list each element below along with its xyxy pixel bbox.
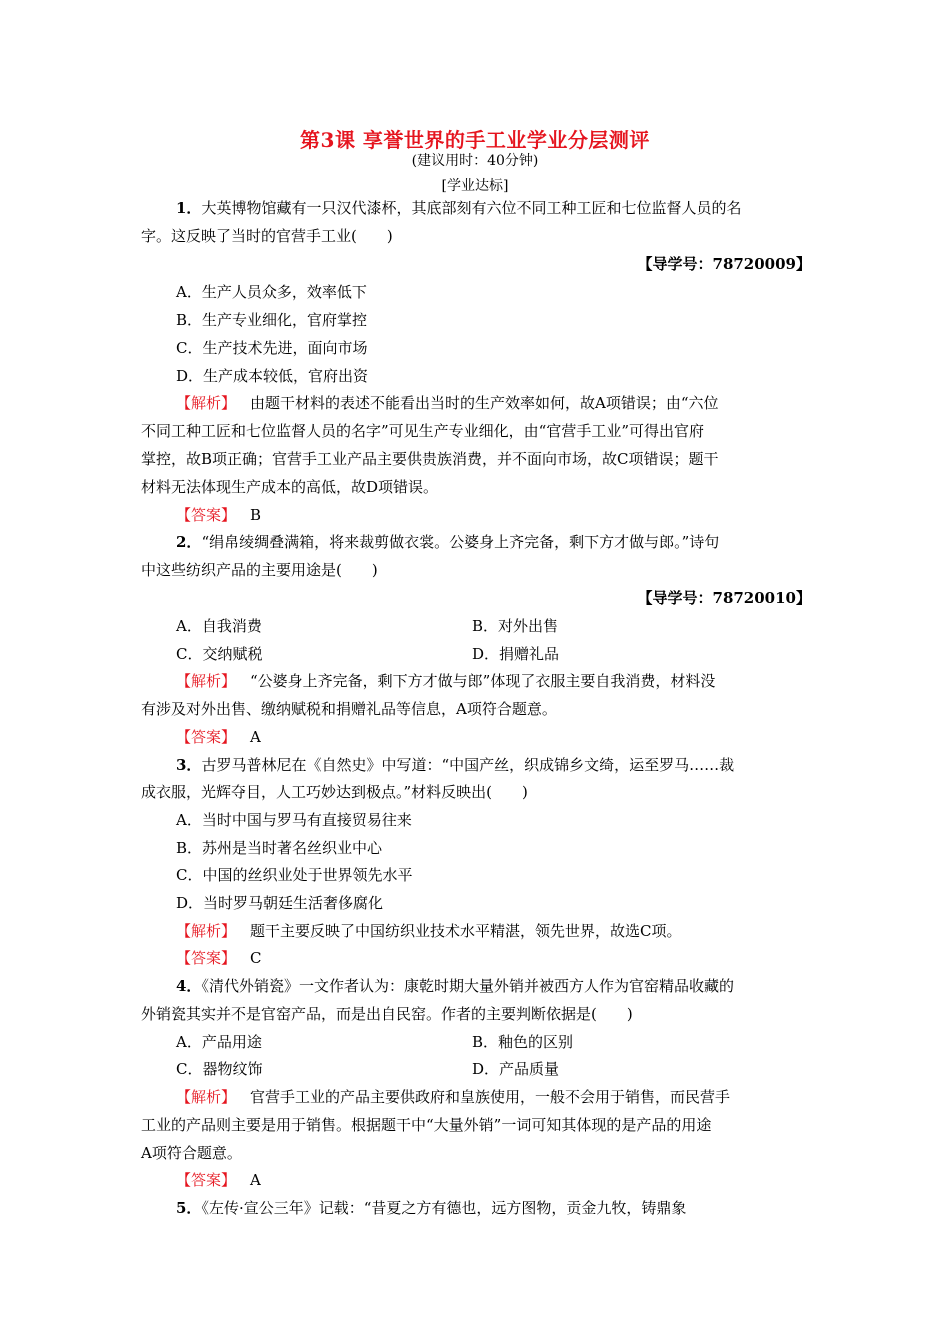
question-text: 大英博物馆藏有一只汉代漆杯，其底部刻有六位不同工种工匠和七位监督人员的名 xyxy=(201,199,742,217)
option-a: A．生产人员众多，效率低下 xyxy=(176,283,367,301)
option-c: C．中国的丝织业处于世界领先水平 xyxy=(176,866,413,884)
analysis-block xyxy=(176,921,846,941)
question-text: “绢帛绫绸叠满箱，将来裁剪做衣裳。公婆身上齐完备，剩下方才做与郎。”诗句 xyxy=(201,533,720,551)
answer-block xyxy=(176,1170,846,1190)
option-a: A．自我消费 xyxy=(176,617,262,635)
question-2-stem xyxy=(176,532,846,552)
answer-value: A xyxy=(250,728,261,746)
analysis-text: 题干主要反映了中国纺织业技术水平精湛，领先世界，故选C项。 xyxy=(250,922,682,940)
analysis-text: “公婆身上齐完备，剩下方才做与郎”体现了衣服主要自我消费，材料没 xyxy=(250,672,716,690)
question-4-stem-cont: 外销瓷其实并不是官窑产品，而是出自民窑。作者的主要判断依据是( ) xyxy=(141,1005,633,1023)
analysis-text: 官营手工业的产品主要供政府和皇族使用，一般不会用于销售，而民营手 xyxy=(250,1088,731,1106)
analysis-text: 由题干材料的表述不能看出当时的生产效率如何，故A项错误；由“六位 xyxy=(250,394,719,412)
question-3-stem xyxy=(176,755,846,775)
option-d: D．生产成本较低，官府出资 xyxy=(176,367,369,385)
option-c: C．生产技术先进，面向市场 xyxy=(176,339,368,357)
option-row xyxy=(176,616,846,636)
option-b: B．生产专业细化，官府掌控 xyxy=(176,311,368,329)
answer-label: 【答案】 xyxy=(176,728,237,746)
question-number: 2． xyxy=(176,533,202,551)
question-text: 古罗马普林尼在《自然史》中写道：“中国产丝，织成锦乡文绮，运至罗马……裁 xyxy=(201,756,735,774)
question-text: 《左传·宣公三年》记载：“昔夏之方有德也，远方图物，贡金九牧，铸鼎象 xyxy=(201,1199,687,1217)
analysis-text: 掌控，故B项正确；官营手工业产品主要供贵族消费，并不面向市场，故C项错误；题干 xyxy=(141,450,719,468)
answer-value: A xyxy=(250,1171,261,1189)
answer-block xyxy=(176,948,846,968)
answer-label: 【答案】 xyxy=(176,506,237,524)
analysis-label: 【解析】 xyxy=(176,1088,237,1106)
suggested-time: (建议用时：40分钟) xyxy=(411,153,539,169)
option-a: A．当时中国与罗马有直接贸易往来 xyxy=(176,811,412,829)
analysis-text: 工业的产品则主要是用于销售。根据题干中“大量外销”一词可知其体现的是产品的用途 xyxy=(141,1116,712,1134)
section-heading: [学业达标] xyxy=(441,178,509,194)
option-d: D．产品质量 xyxy=(472,1060,560,1078)
answer-block xyxy=(176,505,846,525)
question-5-stem xyxy=(176,1198,846,1218)
option-b: B．苏州是当时著名丝织业中心 xyxy=(176,839,383,857)
analysis-text: 材料无法体现生产成本的高低，故D项错误。 xyxy=(141,478,439,496)
option-c: C．器物纹饰 xyxy=(176,1060,263,1078)
option-row xyxy=(176,644,846,664)
page-title: 第3课 享誉世界的手工业学业分层测评 xyxy=(300,128,650,152)
option-b: B．对外出售 xyxy=(472,617,559,635)
answer-block xyxy=(176,727,846,747)
question-3-stem-cont: 成衣服，光辉夺目，人工巧妙达到极点。”材料反映出( ) xyxy=(141,783,528,801)
option-c: C．交纳赋税 xyxy=(176,645,263,663)
question-number: 4． xyxy=(176,977,202,995)
analysis-label: 【解析】 xyxy=(176,922,237,940)
answer-label: 【答案】 xyxy=(176,949,237,967)
question-number: 5． xyxy=(176,1199,202,1217)
answer-value: C xyxy=(250,949,262,967)
analysis-block xyxy=(176,671,846,691)
option-a: A．产品用途 xyxy=(176,1033,262,1051)
answer-label: 【答案】 xyxy=(176,1171,237,1189)
guide-number: 【导学号：78720009】 xyxy=(637,255,811,273)
option-d: D．捐赠礼品 xyxy=(472,645,560,663)
analysis-text: 有涉及对外出售、缴纳赋税和捐赠礼品等信息，A项符合题意。 xyxy=(141,700,557,718)
question-1-stem xyxy=(176,198,846,218)
analysis-label: 【解析】 xyxy=(176,394,237,412)
option-row xyxy=(176,1059,846,1079)
question-text: 《清代外销瓷》一文作者认为：康乾时期大量外销并被西方人作为官窑精品收藏的 xyxy=(201,977,734,995)
analysis-text: A项符合题意。 xyxy=(141,1144,242,1162)
analysis-label: 【解析】 xyxy=(176,672,237,690)
question-number: 1． xyxy=(176,199,202,217)
question-2-stem-cont: 中这些纺织产品的主要用途是( ) xyxy=(141,561,378,579)
option-d: D．当时罗马朝廷生活奢侈腐化 xyxy=(176,894,384,912)
option-row xyxy=(176,1032,846,1052)
analysis-text: 不同工种工匠和七位监督人员的名字”可见生产专业细化，由“官营手工业”可得出官府 xyxy=(141,422,705,440)
question-4-stem xyxy=(176,976,846,996)
question-number: 3． xyxy=(176,756,202,774)
answer-value: B xyxy=(250,506,262,524)
analysis-block xyxy=(176,1087,846,1107)
guide-number: 【导学号：78720010】 xyxy=(637,589,811,607)
option-b: B．釉色的区别 xyxy=(472,1033,574,1051)
analysis-block xyxy=(176,393,846,413)
question-1-stem-cont: 字。这反映了当时的官营手工业( ) xyxy=(141,227,393,245)
